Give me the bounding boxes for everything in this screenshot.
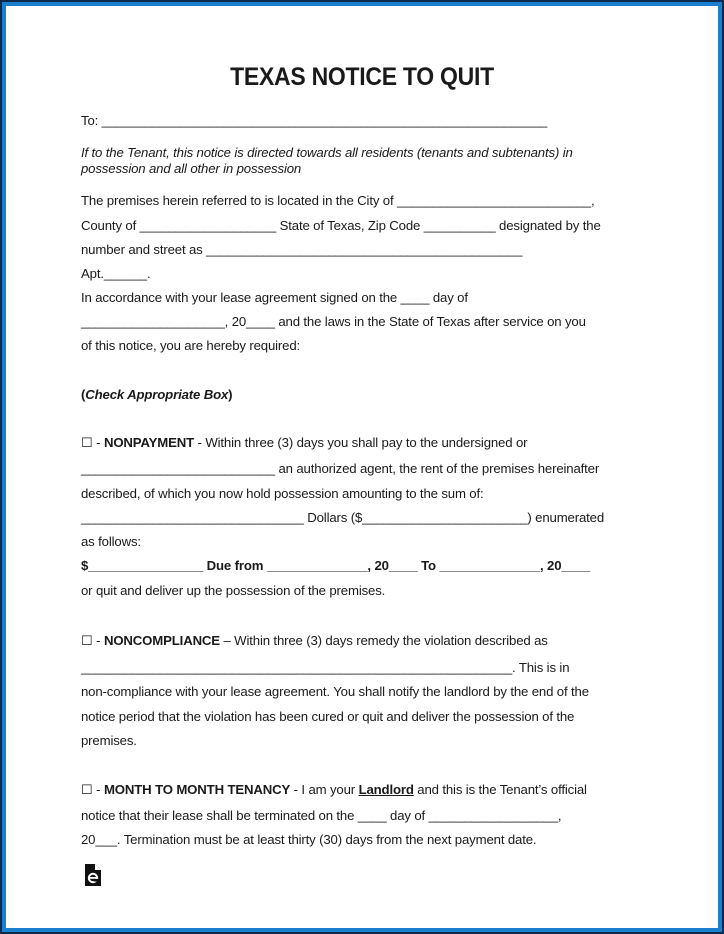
document-line xyxy=(81,534,141,549)
checkbox[interactable]: ☐ - xyxy=(81,633,104,648)
document-line xyxy=(81,218,601,233)
document-line xyxy=(81,558,590,573)
text-segment: NONCOMPLIANCE xyxy=(103,633,220,648)
text-segment: ___________________________ an authorized agent, the rent of the premises hereinafter xyxy=(81,461,600,476)
document-line xyxy=(81,808,561,823)
text-segment: Landlord xyxy=(358,782,414,797)
text-segment: To: ______________________________________________________________ xyxy=(81,113,548,128)
text-segment: and this is the Tenant’s official xyxy=(413,782,587,797)
text-segment: ) xyxy=(228,387,233,402)
text-segment: If to the Tenant, this notice is directed towards all residents (tenants and subtenants) in xyxy=(81,145,573,160)
document-line xyxy=(81,290,468,305)
text-segment: - I am your xyxy=(290,782,359,797)
text-segment: as follows: xyxy=(81,534,141,549)
document-line xyxy=(81,314,586,329)
text-segment: Apt.______. xyxy=(81,266,151,281)
text-segment: The premises herein referred to is located in the City of ___________________________, xyxy=(81,193,595,208)
text-segment: NONPAYMENT xyxy=(103,435,195,450)
document-line xyxy=(81,387,232,402)
document-line xyxy=(81,435,527,451)
text-segment: _______________________________ Dollars ($_______________________) enumerated xyxy=(81,510,605,525)
text-segment: non-compliance with your lease agreement. You shall notify the landlord by the end of the xyxy=(81,684,589,699)
document-line xyxy=(81,193,595,208)
text-segment: premises. xyxy=(81,733,137,748)
document-line xyxy=(81,242,522,257)
document-line xyxy=(81,510,604,525)
document-line xyxy=(81,161,301,176)
text-segment: Check Appropriate Box xyxy=(85,387,229,402)
text-segment: County of ___________________ State of Texas, Zip Code __________ designated by the xyxy=(81,218,601,233)
text-segment: ( xyxy=(81,387,86,402)
document-title: TEXAS NOTICE TO QUIT xyxy=(230,63,494,91)
document-line xyxy=(81,832,536,847)
text-segment: ____________________, 20____ and the laws in the State of Texas after service on you xyxy=(81,314,586,329)
text-segment: notice period that the violation has been cured or quit and deliver the possession of the xyxy=(81,709,575,724)
text-segment: notice that their lease shall be terminated on the ____ day of __________________, xyxy=(81,808,562,823)
document-line xyxy=(81,113,547,128)
document-line xyxy=(81,338,300,353)
text-segment: 20___. Termination must be at least thirty (30) days from the next payment date. xyxy=(81,832,537,847)
document-line xyxy=(81,486,484,501)
text-segment: of this notice, you are hereby required: xyxy=(81,338,301,353)
text-segment: In accordance with your lease agreement signed on the ____ day of xyxy=(81,290,468,305)
document-line xyxy=(81,782,587,798)
text-segment: or quit and deliver up the possession of the premises. xyxy=(81,583,386,598)
document-line xyxy=(81,266,150,281)
document-line xyxy=(81,583,385,598)
text-segment: MONTH TO MONTH TENANCY xyxy=(103,782,291,797)
text-segment: - Within three (3) days you shall pay to the undersigned or xyxy=(194,435,528,450)
document-line xyxy=(81,145,573,160)
text-segment: $________________ Due from ______________, 20____ To ______________, 20____ xyxy=(81,558,591,573)
text-segment: – Within three (3) days remedy the violation described as xyxy=(219,633,548,648)
text-segment: described, of which you now hold possession amounting to the sum of: xyxy=(81,486,484,501)
text-segment: ____________________________________________________________. This is in xyxy=(81,660,570,675)
eforms-logo-icon xyxy=(85,864,101,886)
document-line xyxy=(81,461,599,476)
text-segment: number and street as ____________________________________________ xyxy=(81,242,523,257)
checkbox[interactable]: ☐ - xyxy=(81,782,104,797)
document-line xyxy=(81,684,589,699)
document-line xyxy=(81,709,574,724)
text-segment: possession and all other in possession xyxy=(81,161,302,176)
document-line xyxy=(81,633,548,649)
checkbox[interactable]: ☐ - xyxy=(81,435,104,450)
document-line xyxy=(81,660,569,675)
document-line xyxy=(81,733,137,748)
